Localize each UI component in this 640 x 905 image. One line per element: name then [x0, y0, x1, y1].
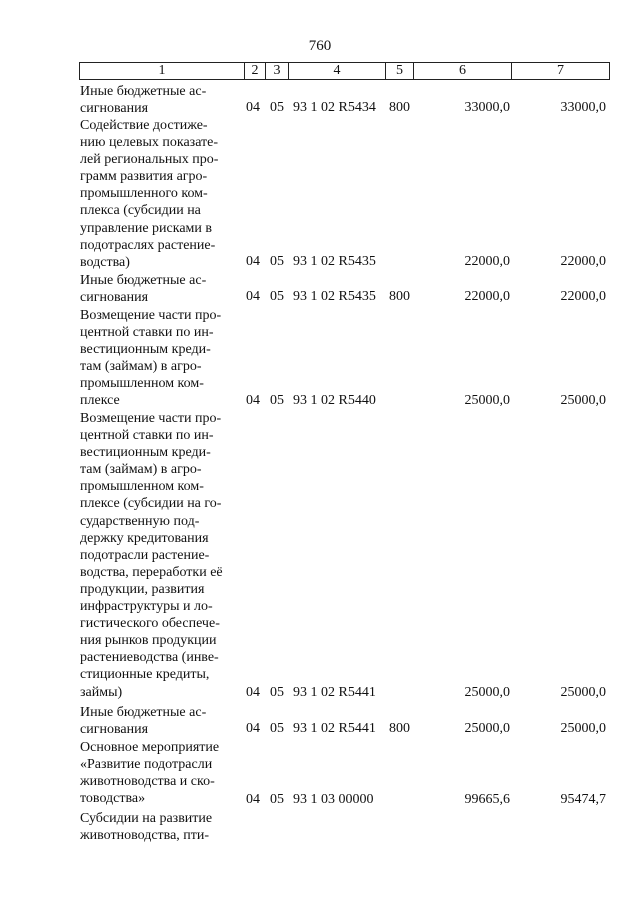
row-target-article: 93 1 02 R5435: [293, 289, 376, 304]
row-amount-col7: 25000,0: [560, 721, 606, 736]
row-amount-col6: 25000,0: [464, 393, 510, 408]
row-section: 04: [246, 685, 260, 700]
page-number: 760: [308, 38, 332, 54]
row-section: 04: [246, 393, 260, 408]
row-subsection: 05: [270, 254, 284, 269]
row-amount-col6: 25000,0: [464, 721, 510, 736]
row-amount-col6: 33000,0: [464, 100, 510, 115]
header-col-7: 7: [511, 62, 610, 80]
row-section: 04: [246, 289, 260, 304]
row-description: Основное мероприятие «Развитие подотрасли животноводства и ско- товодства»: [80, 740, 220, 807]
header-col-3: 3: [265, 62, 289, 80]
row-description: Возмещение части про- центной ставки по ин- вестиционным креди- там (займам) в агро- промышленном ком- плексе (субсидии на го- сударственную под- держку кредитования подотрасли растение- водства, переработки её продукции, развития инфраструктуры и ло- гистического обеспече- ния рынков продукции растениеводства (инве- стиционные кредиты, займы): [80, 411, 223, 700]
row-subsection: 05: [270, 289, 284, 304]
row-subsection: 05: [270, 393, 284, 408]
row-description: Субсидии на развитие животноводства, пти-: [80, 811, 213, 844]
row-description: Возмещение части про- центной ставки по ин- вестиционным креди- там (займам) в агро- промышленном ком- плексе: [80, 308, 222, 409]
row-amount-col6: 22000,0: [464, 289, 510, 304]
row-subsection: 05: [270, 685, 284, 700]
row-amount-col7: 33000,0: [560, 100, 606, 115]
row-amount-col7: 25000,0: [560, 393, 606, 408]
row-expense-type: 800: [389, 721, 410, 736]
row-section: 04: [246, 100, 260, 115]
row-expense-type: 800: [389, 289, 410, 304]
row-target-article: 93 1 02 R5440: [293, 393, 376, 408]
row-subsection: 05: [270, 792, 284, 807]
header-col-6: 6: [413, 62, 512, 80]
row-target-article: 93 1 02 R5434: [293, 100, 376, 115]
row-description: Содействие достиже- нию целевых показате- лей региональных про- грамм развития агро- промышленного ком- плекса (субсидии на управление рисками в подотраслях растение- водства): [80, 118, 219, 270]
row-target-article: 93 1 02 R5441: [293, 721, 376, 736]
row-expense-type: 800: [389, 100, 410, 115]
row-subsection: 05: [270, 721, 284, 736]
header-col-5: 5: [385, 62, 414, 80]
header-col-1: 1: [79, 62, 245, 80]
row-section: 04: [246, 721, 260, 736]
row-target-article: 93 1 03 00000: [293, 792, 374, 807]
row-amount-col6: 25000,0: [464, 685, 510, 700]
row-description: Иные бюджетные ас- сигнования: [80, 84, 207, 117]
row-section: 04: [246, 792, 260, 807]
row-amount-col7: 22000,0: [560, 289, 606, 304]
row-amount-col7: 25000,0: [560, 685, 606, 700]
row-description: Иные бюджетные ас- сигнования: [80, 273, 207, 306]
header-col-4: 4: [288, 62, 386, 80]
row-description: Иные бюджетные ас- сигнования: [80, 705, 207, 738]
row-amount-col7: 22000,0: [560, 254, 606, 269]
row-amount-col6: 99665,6: [464, 792, 510, 807]
row-amount-col7: 95474,7: [560, 792, 606, 807]
row-target-article: 93 1 02 R5441: [293, 685, 376, 700]
row-target-article: 93 1 02 R5435: [293, 254, 376, 269]
row-amount-col6: 22000,0: [464, 254, 510, 269]
header-col-2: 2: [244, 62, 266, 80]
row-subsection: 05: [270, 100, 284, 115]
row-section: 04: [246, 254, 260, 269]
